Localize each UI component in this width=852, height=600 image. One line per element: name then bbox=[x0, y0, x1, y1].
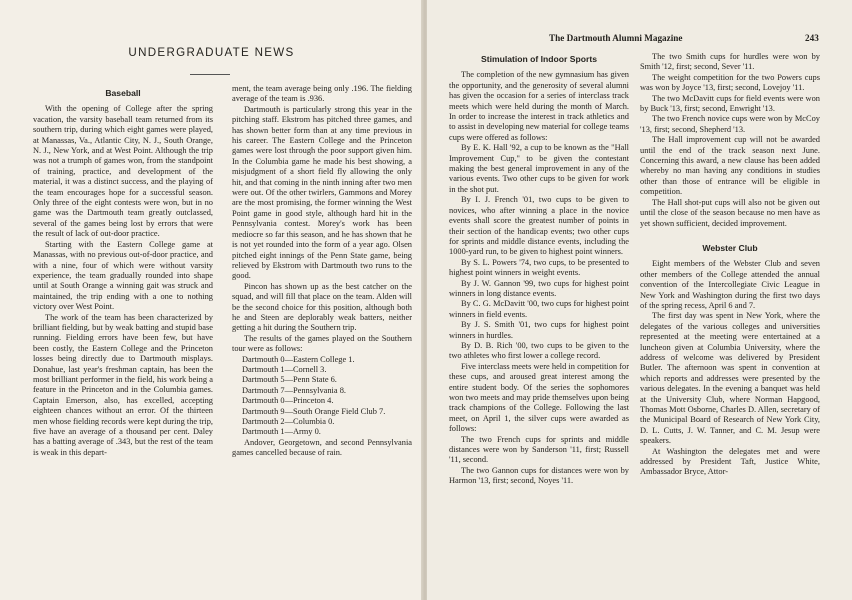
result-item: Dartmouth 0—Eastern College 1. bbox=[242, 354, 355, 364]
paragraph: With the opening of College after the spring vacation, the varsity baseball team returned from its southern trip, during which eight games were played, at Manassas, Va., Atlantic City, N. J., South Orange, N. J., New York, and at West Point. Although the trip was not a trumph of games won, from the standpoint of training, practice, and development of the material, it was a distinct success, and the playing of the team encourages hope for a successful season. Only three of the eight contests were won, but in no game was the Dartmouth team greatly outclassed, several of the games being lost by errors that were the result of lack of out-door practice. bbox=[33, 104, 213, 239]
paragraph: At Washington the delegates met and were addressed by President Taft, Justice White, Ambassador Bryce, Attor- bbox=[640, 446, 820, 477]
paragraph: The two McDavitt cups for field events were won by Buck '13, first; second, Enwright '13. bbox=[640, 93, 820, 114]
paragraph: The weight competition for the two Powers cups was won by Joyce '13, first; second, Lovejoy '11. bbox=[640, 72, 820, 93]
paragraph: By S. L. Powers '74, two cups, to be presented to highest point winners in weight events. bbox=[449, 257, 629, 278]
paragraph: The two Smith cups for hurdles were won by Smith '12, first; second, Sever '11. bbox=[640, 52, 820, 72]
paragraph: The Hall shot-put cups will also not be given out until the close of the season because no men have as yet shown sufficient, decided improvement. bbox=[640, 197, 820, 228]
paragraph: Five interclass meets were held in competition for these cups, and aroused great interest among the entire student body. Of the series the sophomores won two meets and may pride themselves upon being track champions of the College. Following the last meet, on April 1, the silver cups were awarded as follows: bbox=[449, 361, 629, 434]
paragraph: The Hall improvement cup will not be awarded until the end of the track season next June. Concerning this award, a new clause has been added whereby no man having any conditions in studies other than those of entrance will be eligible in competition. bbox=[640, 135, 820, 197]
paragraph: The two French cups for sprints and middle distances were won by Sanderson '11, first; Russell '11, second. bbox=[449, 434, 629, 465]
right-page bbox=[427, 0, 852, 600]
left-page bbox=[0, 0, 423, 600]
paragraph: By I. J. French '01, two cups to be given to novices, who after winning a place in the novice events shall score the greatest number of points in their section of the handicap events; two other cups for sprints and middle distance events, including the 1000-yard run, to be given to highest point winners. bbox=[449, 195, 629, 257]
paragraph: By E. K. Hall '92, a cup to be known as the "Hall Improvement Cup," to be given the contestant making the best general improvement in any of the various events. Two other cups to be given for work in the shot put. bbox=[449, 143, 629, 194]
paragraph: Pincon has shown up as the best catcher on the squad, and will fill that place on the team. Alden will be the second choice for this position, although both he and Steen are deplorably weak batters, neither getting a hit during the Southern trip. bbox=[232, 281, 412, 333]
results-list bbox=[232, 355, 412, 438]
paragraph: Eight members of the Webster Club and seven other members of the College attended the annual convention of the Intercollegiate Civic League in New York and Washington during the first two days of the spring recess, April 6 and 7. bbox=[640, 259, 820, 310]
paragraph: Dartmouth is particularly strong this year in the pitching staff. Ekstrom has pitched three games, and has shown better form than at any time previous in his career. The Eastern College and the Princeton games were lost through the poor support given him. In the Columbia game he made his best showing, a misjudgment of a short field fly allowing the only hit, and that coming in the ninth inning after two men were out. Of the other twirlers, Gammons and Morey are the most promising, the former winning the West Point game in good style, although hard hit in the Pennsylvania contest. Morey's work has been mediocre so far this season, and he has shown that he is not yet rounded into the form of a year ago. Olsen pitched eight innings of the Penn State game, being relieved by Ekstrom with Dartmouth two runs to the good. bbox=[232, 104, 412, 281]
paragraph: Starting with the Eastern College game at Manassas, with no previous out-of-door practice, and with a nine, four of which were without varsity experience, the team gradually rounded into shape until at South Orange a winning gait was struck and maintained, the trip ending with a one to nothing victory over West Point. bbox=[33, 239, 213, 312]
result-item: Dartmouth 7—Pennsylvania 8. bbox=[242, 385, 346, 395]
result-item: Dartmouth 1—Cornell 3. bbox=[242, 364, 327, 374]
column-4 bbox=[640, 52, 820, 478]
paragraph: Andover, Georgetown, and second Pennsylvania games cancelled because of rain. bbox=[232, 437, 412, 458]
column-1 bbox=[33, 88, 213, 458]
result-item: Dartmouth 9—South Orange Field Club 7. bbox=[242, 406, 386, 416]
column-2 bbox=[232, 84, 412, 459]
result-item: Dartmouth 2—Columbia 0. bbox=[242, 417, 335, 426]
paragraph: ment, the team average being only .196. The fielding average of the team is .936. bbox=[232, 84, 412, 104]
section-title: UNDERGRADUATE NEWS bbox=[128, 46, 295, 59]
paragraph: By J. W. Gannon '99, two cups for highest point winners in long distance events. bbox=[449, 278, 629, 298]
paragraph: The results of the games played on the Southern tour were as follows: bbox=[232, 333, 412, 354]
result-item: Dartmouth 0—Princeton 4. bbox=[242, 396, 334, 406]
paragraph: The two Gannon cups for distances were won by Harmon '13, first; second, Noyes '11. bbox=[449, 465, 629, 486]
paragraph: The first day was spent in New York, where the delegates of the various colleges and universities represented at the meeting were entertained at a luncheon given at Columbia University, where the address of welcome was delivered by President Butler. The afternoon was spent in convention at which reports and addresses were presented by the various delegates. In the evening a banquet was held at the University Club, where Norman Hapgood, Thomas Mott Osborne, Charles D. Allen, secretary of the Municipal Board of Research of New York City, D. L. Cutts, J. W. Tanner, and C. M. Jesup were speakers. bbox=[640, 311, 820, 446]
webster-club-heading: Webster Club bbox=[702, 242, 758, 253]
title-rule bbox=[190, 74, 230, 75]
running-head: The Dartmouth Alumni Magazine bbox=[549, 33, 683, 43]
paragraph: The work of the team has been characterized by brilliant fielding, but by weak batting and stupid base running. Fielding errors have been few, but have been costly, the Eastern College and the Princeton losses being directly due to Dartmouth misplays. Donahue, last year's freshman captain, has been the most brilliant performer in the field, his work being a feature in the Princeton and in the Columbia games. Captain Emerson, also, has excelled, accepting eighteen chances without an error. Of the thirteen men whose fielding records were kept during the trip, five have an average of a thousand per cent. Daley has a batting average of .343, but the rest of the team is weak in this depart- bbox=[33, 312, 213, 457]
page-number: 243 bbox=[805, 33, 819, 43]
baseball-heading: Baseball bbox=[105, 88, 141, 98]
result-item: Dartmouth 1—Army 0. bbox=[242, 427, 321, 437]
indoor-sports-heading: Stimulation of Indoor Sports bbox=[480, 54, 597, 64]
paragraph: By J. S. Smith '01, two cups for highest point winners in hurdles. bbox=[449, 320, 629, 340]
column-3 bbox=[449, 54, 629, 487]
paragraph: By D. B. Rich '00, two cups to be given to the two athletes who first lower a college record. bbox=[449, 340, 629, 361]
paragraph: By C. G. McDavitt '00, two cups for highest point winners in field events. bbox=[449, 299, 629, 319]
result-item: Dartmouth 5—Penn State 6. bbox=[242, 375, 337, 385]
paragraph: The completion of the new gymnasium has given the opportunity, and the generosity of several alumni has given the occasion for a series of interclass track meets which were held during the month of March. In order to increase the interest in track athletics and to assist in developing new material for college teams cups were offered as follows: bbox=[449, 70, 630, 142]
paragraph: The two French novice cups were won by McCoy '13, first; second, Shepherd '13. bbox=[640, 114, 820, 134]
